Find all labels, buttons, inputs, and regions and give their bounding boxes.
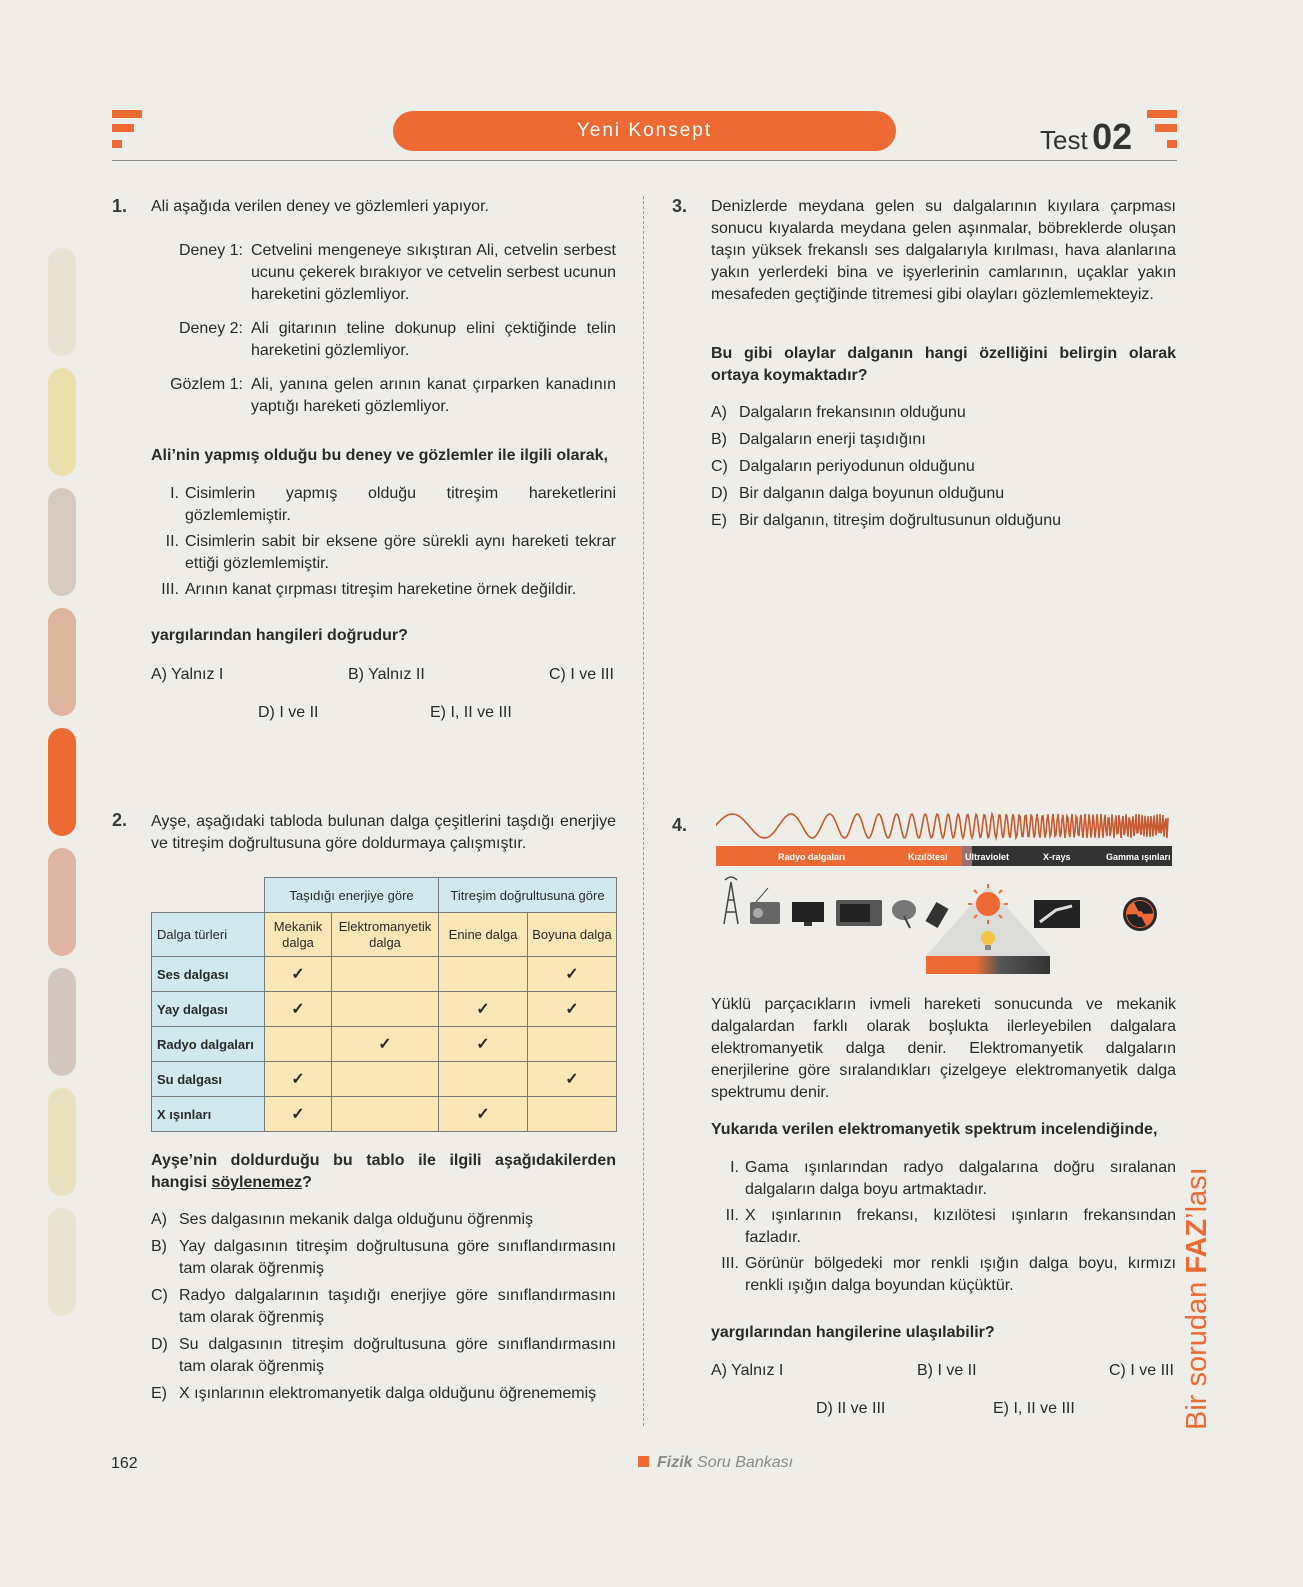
q4-option-e[interactable]: E) I, II ve III: [993, 1400, 1075, 1417]
row-label: Ses dalgası: [152, 957, 265, 992]
spectrum-svg: [716, 806, 1172, 978]
q3-number: 3.: [672, 196, 688, 216]
side-tab-7: [48, 968, 76, 1076]
q3-options: [711, 402, 1176, 532]
spectrum-label-xray: X-rays: [1043, 852, 1071, 862]
q3-option-a[interactable]: A) Dalgaların frekansının olduğunu: [711, 404, 966, 421]
em-spectrum-figure: [716, 806, 1172, 978]
radiation-icon: [1123, 897, 1157, 931]
check-icon: ✓: [528, 1062, 617, 1097]
check-cell: [265, 1027, 332, 1062]
q1-question: yargılarından hangileri doğrudur?: [151, 627, 408, 644]
q1-option-d[interactable]: D) I ve II: [258, 704, 319, 721]
logo-icon-left: [112, 110, 142, 150]
check-cell: [332, 1062, 439, 1097]
q1-statements: [151, 483, 616, 601]
q1-option-c[interactable]: C) I ve III: [549, 666, 614, 683]
q4-option-b[interactable]: B) I ve II: [917, 1362, 977, 1379]
q1-option-b[interactable]: B) Yalnız II: [348, 666, 425, 683]
q2-option-a[interactable]: A) Ses dalgasının mekanik dalga olduğunu öğrenmiş: [151, 1211, 534, 1228]
q3-option-b[interactable]: B) Dalgaların enerji taşıdığını: [711, 431, 926, 448]
footer-square-icon: [638, 1456, 649, 1467]
q1-item-1: Deney 1: Cetvelini mengeneye sıkıştıran Ali, cetvelin serbest ucunu çekerek bırakıyor ve cetvelin serbest ucunun hareketini gözlemliyor.: [178, 242, 616, 303]
row-label: Radyo dalgaları: [152, 1027, 265, 1062]
q4-option-a[interactable]: A) Yalnız I: [711, 1362, 784, 1379]
check-icon: ✓: [265, 992, 332, 1027]
page-number: 162: [111, 1455, 138, 1472]
header-banner: [393, 111, 896, 151]
q2-options: [151, 1209, 616, 1405]
wave-table: [151, 877, 617, 1132]
q3-intro: Denizlerde meydana gelen su dalgalarının kıyılara çarpması sonucu kıyalarda meydana gelen aşınmalar, böbreklerde oluşan taşın yüksek frekanslı ses dalgalarıyla kırılması, hava alanlarına yakın yerlerdeki bina ve işyerlerinin camlarının, uçaklar yakın mesafeden geçtiğinde titremesi gibi olayları gözlemlemekteyiz.: [711, 198, 1176, 303]
spectrum-label-radio: Radyo dalgaları: [778, 852, 846, 862]
check-cell: [439, 1062, 528, 1097]
radio-icon: [750, 888, 780, 924]
q1-stem: Ali’nin yapmış olduğu bu deney ve gözlemler ile ilgili olarak,: [151, 447, 608, 464]
row-label: Yay dalgası: [152, 992, 265, 1027]
side-tab-3: [48, 488, 76, 596]
side-tab-8: [48, 1088, 76, 1196]
radio-tower-icon: [724, 877, 738, 924]
q1-number: 1.: [112, 196, 128, 216]
check-cell: [332, 1097, 439, 1132]
spectrum-label-ir: Kızılötesi: [908, 852, 948, 862]
q4-statement-2: II. X ışınlarının frekansı, kızılötesi ışınların frekansından fazladır.: [725, 1207, 1176, 1246]
check-cell: [439, 957, 528, 992]
microwave-icon: [836, 900, 882, 926]
q3-option-d[interactable]: D) Bir dalganın dalga boyunun olduğunu: [711, 485, 1005, 502]
check-icon: ✓: [439, 992, 528, 1027]
q2-option-d[interactable]: D) Su dalgasının titreşim doğrultusuna göre sınıflandırmasını tam olarak öğrenmiş: [151, 1336, 616, 1375]
check-icon: ✓: [265, 957, 332, 992]
q1-statement-1: I. Cisimlerin yapmış olduğu titreşim hareketlerini gözlemlemiştir.: [170, 485, 616, 524]
check-icon: ✓: [439, 1097, 528, 1132]
check-icon: ✓: [528, 992, 617, 1027]
side-tab-4: [48, 608, 76, 716]
spectrum-wave-icon: [716, 814, 1168, 838]
table-row: [152, 1097, 617, 1132]
visible-band: [926, 956, 1050, 974]
table-row: [152, 1062, 617, 1097]
table-group-energy: Taşıdığı enerjiye göre: [265, 878, 439, 913]
q1-statement-3: III. Arının kanat çırpması titreşim hareketine örnek değildir.: [161, 581, 577, 598]
q1-option-a[interactable]: A) Yalnız I: [151, 666, 224, 683]
table-row: [152, 992, 617, 1027]
table-col-1: Mekanik dalga: [265, 913, 332, 957]
q4-statement-1: I. Gama ışınlarından radyo dalgalarına doğru sıralanan dalgaların dalga boyu artmaktadır.: [730, 1159, 1176, 1198]
check-cell: [332, 992, 439, 1027]
spectrum-label-uv: Ultraviolet: [965, 852, 1010, 862]
footer-book-title: Fizik Soru Bankası: [638, 1454, 793, 1472]
table-col-3: Enine dalga: [439, 913, 528, 957]
q2-intro: Ayşe, aşağıdaki tabloda bulunan dalga çeşitlerini taşdığı enerjiye ve titreşim doğrultusuna göre doldurmaya çalışmıştır.: [151, 813, 616, 852]
side-tab-5-active: [48, 728, 76, 836]
q1-statement-2: II. Cisimlerin sabit bir eksene göre sürekli aynı hareketi tekrar ettiği gözlemlemiştir.: [165, 533, 616, 572]
table-row: [152, 957, 617, 992]
header-rule: [112, 160, 1177, 161]
q4-intro: Yüklü parçacıkların ivmeli hareketi sonucunda ve mekanik dalgalardan farklı olarak boşlukta ilerleyebilen dalgalara elektromanyetik dalga denir. Elektromanyetik dalgaların enerjilerine göre sıralandıkları çizelgeye elektromanyetik dalga spektrumu denir.: [711, 996, 1176, 1101]
table-col-4: Boyuna dalga: [528, 913, 617, 957]
row-label: X ışınları: [152, 1097, 265, 1132]
q3-option-e[interactable]: E) Bir dalganın, titreşim doğrultusunun olduğunu: [711, 512, 1061, 529]
q3-option-c[interactable]: C) Dalgaların periyodunun olduğunu: [711, 458, 975, 475]
xray-hand-icon: [1034, 900, 1080, 928]
side-slogan: Bir sorudan FAZ’lası: [1181, 1167, 1213, 1430]
q1-intro: Ali aşağıda verilen deney ve gözlemleri yapıyor.: [151, 198, 489, 215]
q1-items: [151, 240, 616, 418]
table-row-header: Dalga türleri: [152, 913, 265, 957]
table-row: [152, 1027, 617, 1062]
q2-option-b[interactable]: B) Yay dalgasının titreşim doğrultusuna göre sınıflandırmasını tam olarak öğrenmiş: [151, 1238, 616, 1277]
q4-stem: Yukarıda verilen elektromanyetik spektrum incelendiğinde,: [711, 1121, 1158, 1138]
q2-option-c[interactable]: C) Radyo dalgalarının taşıdığı enerjiye göre sınıflandırmasını tam olarak öğrenmiş: [151, 1287, 616, 1326]
q4-option-d[interactable]: D) II ve III: [816, 1400, 886, 1417]
satellite-dish-icon: [892, 900, 916, 928]
q2-option-e[interactable]: E) X ışınlarının elektromanyetik dalga olduğunu öğrenememiş: [151, 1385, 597, 1402]
side-tab-1: [48, 248, 76, 356]
side-tab-9: [48, 1208, 76, 1316]
side-tab-2: [48, 368, 76, 476]
q4-number: 4.: [672, 815, 688, 835]
tv-icon: [792, 902, 824, 926]
logo-icon-right: [1147, 110, 1177, 150]
banner-title: Yeni Konsept: [576, 120, 713, 141]
q3-question: Bu gibi olaylar dalganın hangi özelliğini belirgin olarak ortaya koymaktadır?: [711, 345, 1176, 384]
q1-item-3: Gözlem 1: Ali, yanına gelen arının kanat çırparken kanadının yaptığı hareketi gözlemliyor.: [170, 376, 616, 415]
check-icon: ✓: [265, 1097, 332, 1132]
check-icon: ✓: [332, 1027, 439, 1062]
side-tab-6: [48, 848, 76, 956]
q4-option-c[interactable]: C) I ve III: [1109, 1362, 1174, 1379]
table-group-direction: Titreşim doğrultusuna göre: [439, 878, 617, 913]
test-label: Test 02: [1040, 116, 1133, 157]
q2-number: 2.: [112, 810, 128, 830]
check-icon: ✓: [265, 1062, 332, 1097]
q4-statements: [711, 1157, 1176, 1297]
check-icon: ✓: [439, 1027, 528, 1062]
spectrum-label-gamma: Gamma ışınları: [1106, 852, 1171, 862]
check-cell: [332, 957, 439, 992]
table-col-2: Elektromanyetik dalga: [332, 913, 439, 957]
q1-item-2: Deney 2: Ali gitarının teline dokunup elini çektiğinde telin hareketini gözlemliyor.: [178, 320, 616, 359]
row-label: Su dalgası: [152, 1062, 265, 1097]
check-cell: [528, 1097, 617, 1132]
q4-statement-3: III. Görünür bölgedeki mor renkli ışığın dalga boyu, kırmızı renkli ışığın dalga boyundan küçüktür.: [721, 1255, 1176, 1294]
q1-option-e[interactable]: E) I, II ve III: [430, 704, 512, 721]
check-icon: ✓: [528, 957, 617, 992]
q2-stem: Ayşe’nin doldurduğu bu tablo ile ilgili aşağıdakilerden hangisi söylenemez?: [151, 1152, 616, 1191]
q2-table-wrap: [151, 877, 617, 1132]
q4-question: yargılarından hangilerine ulaşılabilir?: [711, 1324, 995, 1341]
check-cell: [528, 1027, 617, 1062]
column-divider: [643, 196, 644, 1426]
phone-icon: [925, 902, 948, 928]
